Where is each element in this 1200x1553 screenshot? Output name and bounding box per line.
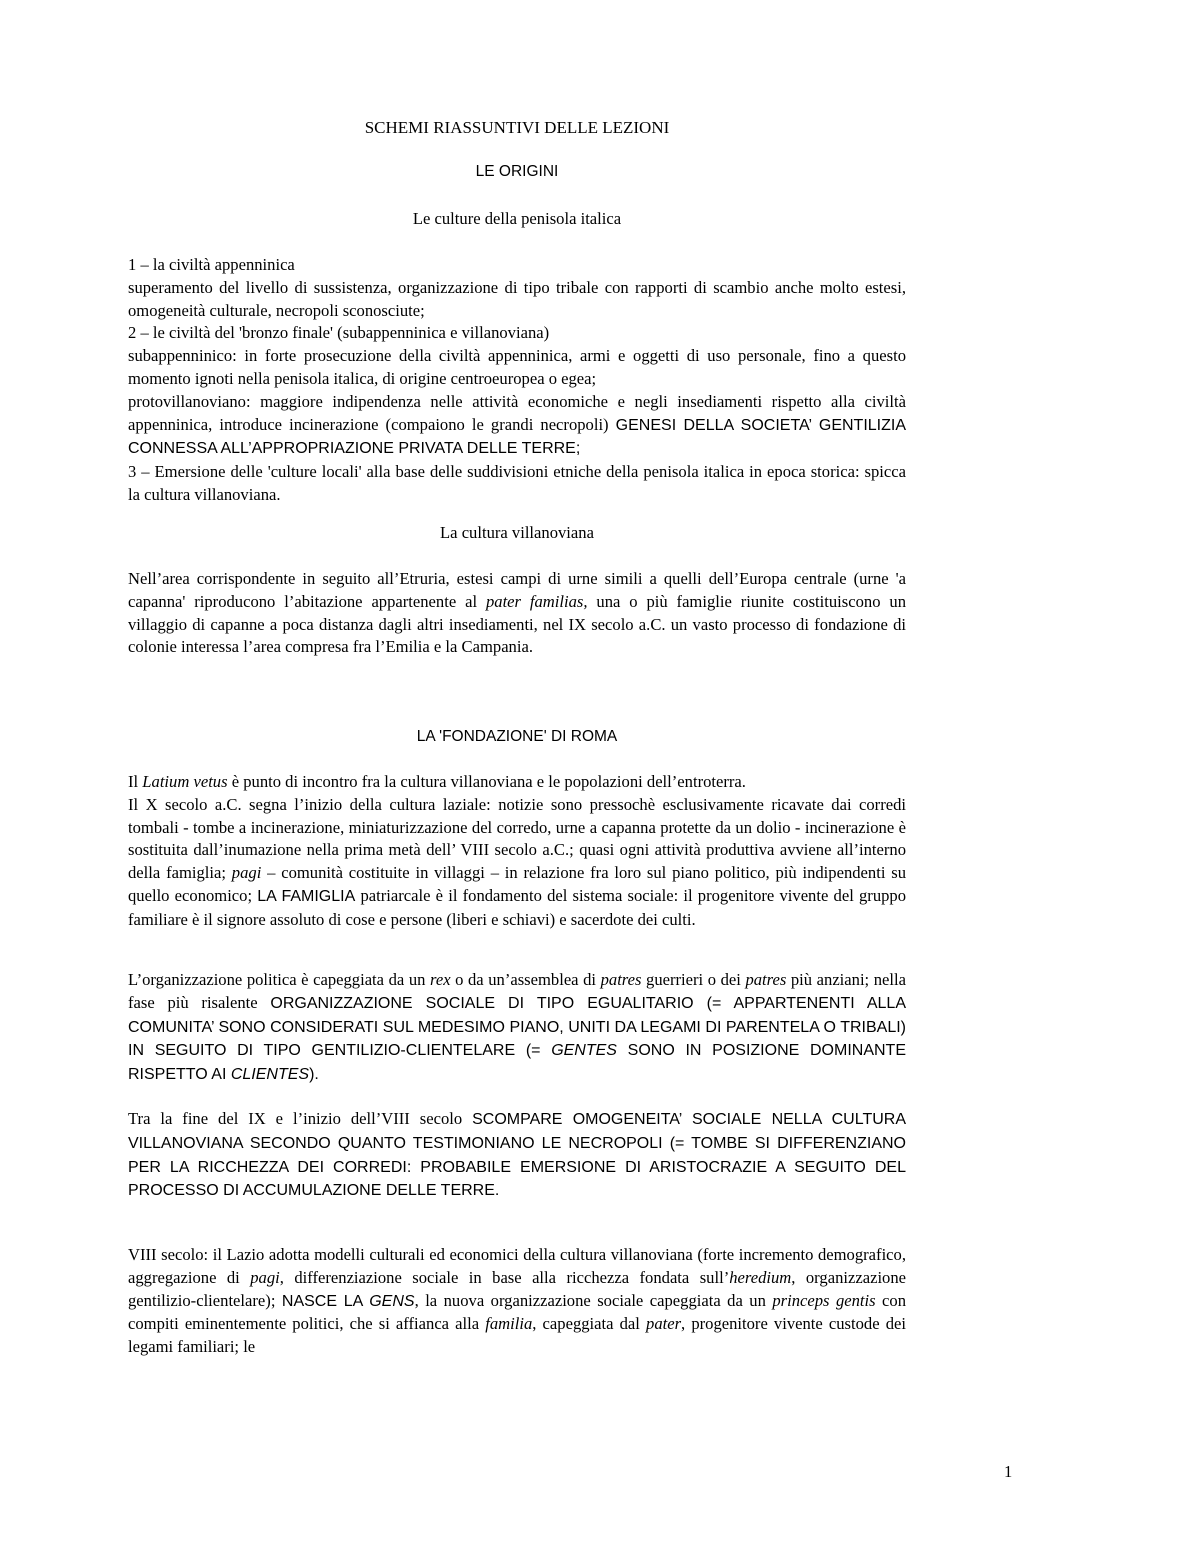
text-run: L’organizzazione politica è capeggiata da un: [128, 970, 430, 989]
text-run: , differenziazione sociale in base alla ricchezza fondata sull’: [279, 1267, 730, 1287]
section-heading-origini: LE ORIGINI: [475, 163, 559, 180]
italic-text: rex: [430, 970, 451, 989]
paragraph-villanoviana: [128, 568, 906, 659]
text-run: , la nuova organizzazione sociale capeggiata da un: [414, 1290, 773, 1310]
list-item: superamento del livello di sussistenza, organizzazione di tipo tribale con rapporti di scambio anche molto estesi, omogeneità culturale, necropoli sconosciute;: [128, 277, 906, 320]
italic-text: pagi: [231, 863, 262, 883]
paragraph: [128, 771, 906, 794]
text-run: guerrieri o dei: [641, 970, 746, 989]
caps-text: LA FAMIGLIA: [257, 887, 356, 905]
text-run: , organizzazione gentilizio-clientelare);: [128, 1267, 907, 1310]
section-heading-fondazione: LA 'FONDAZIONE' DI ROMA: [416, 728, 618, 745]
paragraph-latium: [128, 771, 906, 932]
italic-text: heredium: [729, 1267, 792, 1287]
text-run: con compiti eminentemente politici, che si affianca alla: [128, 1290, 907, 1334]
text-run: , capeggiata dal: [532, 1314, 647, 1334]
paragraph: [128, 794, 906, 932]
list-item: 2 – le civiltà del 'bronzo finale' (subappenninica e villanoviana): [128, 323, 550, 343]
list-item: [128, 391, 906, 461]
subheading-villanoviana: La cultura villanoviana: [440, 523, 594, 542]
section-origini-body: [128, 254, 906, 507]
paragraph: [128, 1244, 906, 1359]
document-title: SCHEMI RIASSUNTIVI DELLE LEZIONI: [364, 118, 670, 137]
text-run: – comunità costituite in villaggi – in relazione fra loro sul piano politico, più indipendenti su quello economico;: [128, 863, 907, 905]
paragraph: [128, 568, 906, 659]
italic-text: pagi: [250, 1267, 280, 1287]
caps-text: SCOMPARE OMOGENEITA’ SOCIALE NELLA CULTURA VILLANOVIANA SECONDO QUANTO TESTIMONIANO LE NECROPOLI (= TOMBE SI DIFFERENZIANO PER LA RICCHEZZA DEI CORREDI: PROBABILE EMERSIONE DI ARISTOCRAZIE A SEGUITO DEL PROCESSO DI ACCUMULAZIONE DELLE TERRE.: [128, 1111, 906, 1200]
text-run: più anziani; nella fase più risalente: [128, 970, 906, 1012]
text-run: Il X secolo a.C. segna l’inizio della cultura laziale: notizie sono pressochè esclusivamente ricavate dai corredi tombali - tombe a incinerazione, miniaturizzazione del corredo, urne a capanna protette da un dolio - incinerazione è sostituita dall’inumazione nella prima metà dell’ VIII secolo a.C.; quasi ogni attività produttiva avviene all’interno della famiglia;: [128, 794, 906, 883]
page-number: 1: [1004, 1462, 1013, 1481]
caps-text: ORGANIZZAZIONE SOCIALE DI TIPO EGUALITARIO (= APPARTENENTI ALLA COMUNITA’ SONO CONSIDERATI SUL MEDESIMO PIANO, UNITI DA LEGAMI DI PARENTELA O TRIBALI) IN SEGUITO DI TIPO GENTILIZIO-CLIENTELARE (=: [128, 994, 906, 1060]
paragraph-viii-secolo: [128, 1244, 906, 1359]
italic-text: patres: [745, 970, 787, 989]
caps-text: SONO IN POSIZIONE DOMINANTE RISPETTO AI: [128, 1042, 906, 1084]
italic-text: Latium vetus: [142, 772, 228, 791]
text-run: patriarcale è il fondamento del sistema sociale: il progenitore vivente del gruppo familiare è il signore assoluto di cose e persone (liberi e schiavi) e sacerdote dei culti.: [128, 885, 907, 929]
subheading-culture: Le culture della penisola italica: [412, 209, 622, 228]
paragraph-omogeneita: [128, 1108, 906, 1203]
list-item: 1 – la civiltà appenninica: [128, 255, 295, 274]
caps-text: ).: [309, 1066, 319, 1084]
paragraph-organizzazione: [128, 969, 906, 1087]
text-run: una o più famiglie riunite costituiscono un villaggio di capanne a poca distanza dagli altri insediamenti, nel IX secolo a.C. un vasto processo di fondazione di colonie interessa l’area compresa fra l’Emilia e la Campania.: [128, 591, 906, 657]
text-run: è punto di incontro fra la cultura villanoviana e le popolazioni dell’entroterra.: [227, 772, 746, 791]
paragraph: [128, 1108, 906, 1203]
caps-italic-text: GENTES: [551, 1042, 617, 1060]
caps-text: GENESI DELLA SOCIETA’ GENTILIZIA CONNESSA ALL’APPROPRIAZIONE PRIVATA DELLE TERRE;: [128, 416, 906, 458]
text-run: VIII secolo: il Lazio adotta modelli culturali ed economici della cultura villanoviana (forte incremento demografico, aggregazione di: [128, 1245, 906, 1287]
caps-text: NASCE LA: [281, 1292, 370, 1310]
text-run: , progenitore vivente custode dei legami familiari; le: [128, 1314, 906, 1357]
caps-italic-text: GENS: [369, 1292, 415, 1310]
italic-text: familia: [485, 1314, 533, 1334]
text-run: Tra la fine del IX e l’inizio dell’VIII secolo: [128, 1109, 473, 1128]
text-run: Il: [128, 772, 143, 791]
paragraph: [128, 969, 906, 1087]
italic-text: princeps gentis: [772, 1290, 876, 1310]
italic-text: patres: [600, 970, 642, 989]
list-item: 3 – Emersione delle 'culture locali' alla base delle suddivisioni etniche della penisola italica in epoca storica: spicca la cultura villanoviana.: [128, 462, 906, 504]
text-run: Nell’area corrispondente in seguito all’Etruria, estesi campi di urne simili a quelli dell’Europa centrale (urne 'a capanna' riproducono l’abitazione appartenente al: [128, 569, 906, 611]
caps-italic-text: CLIENTES: [230, 1066, 310, 1084]
list-item: subappenninico: in forte prosecuzione della civiltà appenninica, armi e oggetti di uso personale, fino a questo momento ignoti nella penisola italica, di origine centroeuropea o egea;: [128, 346, 906, 388]
italic-text: pater familias,: [485, 591, 588, 611]
italic-text: pater: [646, 1314, 682, 1334]
text-run: protovillanoviano: maggiore indipendenza nelle attività economiche e negli insediamenti rispetto alla civiltà appenninica, introduce incinerazione (compaiono le grandi necropoli): [128, 391, 906, 434]
text-run: o da un’assemblea di: [450, 970, 601, 989]
